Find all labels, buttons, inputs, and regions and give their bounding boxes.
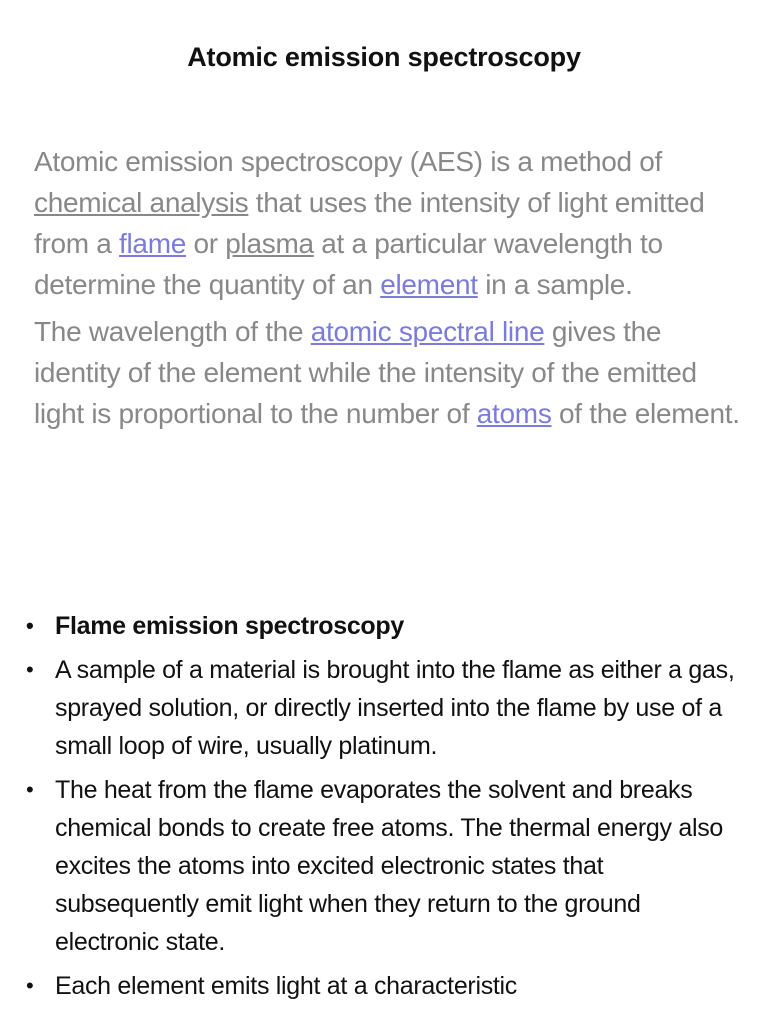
list-item (24, 771, 736, 961)
page-title: Atomic emission spectroscopy (187, 42, 581, 72)
element-link[interactable]: element (380, 269, 478, 300)
list-item (24, 651, 736, 765)
plasma-link[interactable]: plasma (225, 228, 314, 259)
flame-link[interactable]: flame (119, 228, 187, 259)
intro-text: at a particular wavelength to determine the quantity of an (34, 228, 663, 300)
list-item-text: A sample of a material is brought into the flame as either a gas, sprayed solution, or directly inserted into the flame by use of a small loop of wire, usually platinum. (55, 656, 735, 760)
bullet-icon: • (26, 973, 34, 998)
intro-paragraph-2 (34, 311, 746, 434)
intro-text: that uses the intensity of light emitted from a (34, 187, 705, 259)
atomic-spectral-line-link[interactable]: atomic spectral line (310, 316, 545, 347)
intro-text: of the element. (551, 398, 740, 429)
list-item (24, 967, 736, 1005)
intro-section (34, 141, 746, 434)
list-item-text: Each element emits light at a characteristic (55, 972, 518, 1000)
bullet-icon: • (26, 613, 34, 638)
chemical-analysis-link[interactable]: chemical analysis (34, 187, 249, 218)
intro-text: The wavelength of the (34, 316, 311, 347)
list-item-text: Flame emission spectroscopy (55, 612, 404, 640)
list-item (24, 607, 736, 645)
intro-text: or (186, 228, 226, 259)
bullet-list (24, 607, 736, 1011)
atoms-link[interactable]: atoms (476, 398, 552, 429)
bullet-icon: • (26, 657, 34, 682)
intro-paragraph-1 (34, 141, 746, 305)
list-item-text: The heat from the flame evaporates the solvent and breaks chemical bonds to create free atoms. The thermal energy also excites the atoms into excited electronic states that subsequently emit light when they return to the ground electronic state. (55, 776, 723, 956)
intro-text: in a sample. (477, 269, 633, 300)
intro-text: gives the identity of the element while the intensity of the emitted light is proportional to the number of (34, 316, 697, 429)
bullet-icon: • (26, 777, 34, 802)
intro-text: Atomic emission spectroscopy (AES) is a method of (34, 146, 662, 177)
